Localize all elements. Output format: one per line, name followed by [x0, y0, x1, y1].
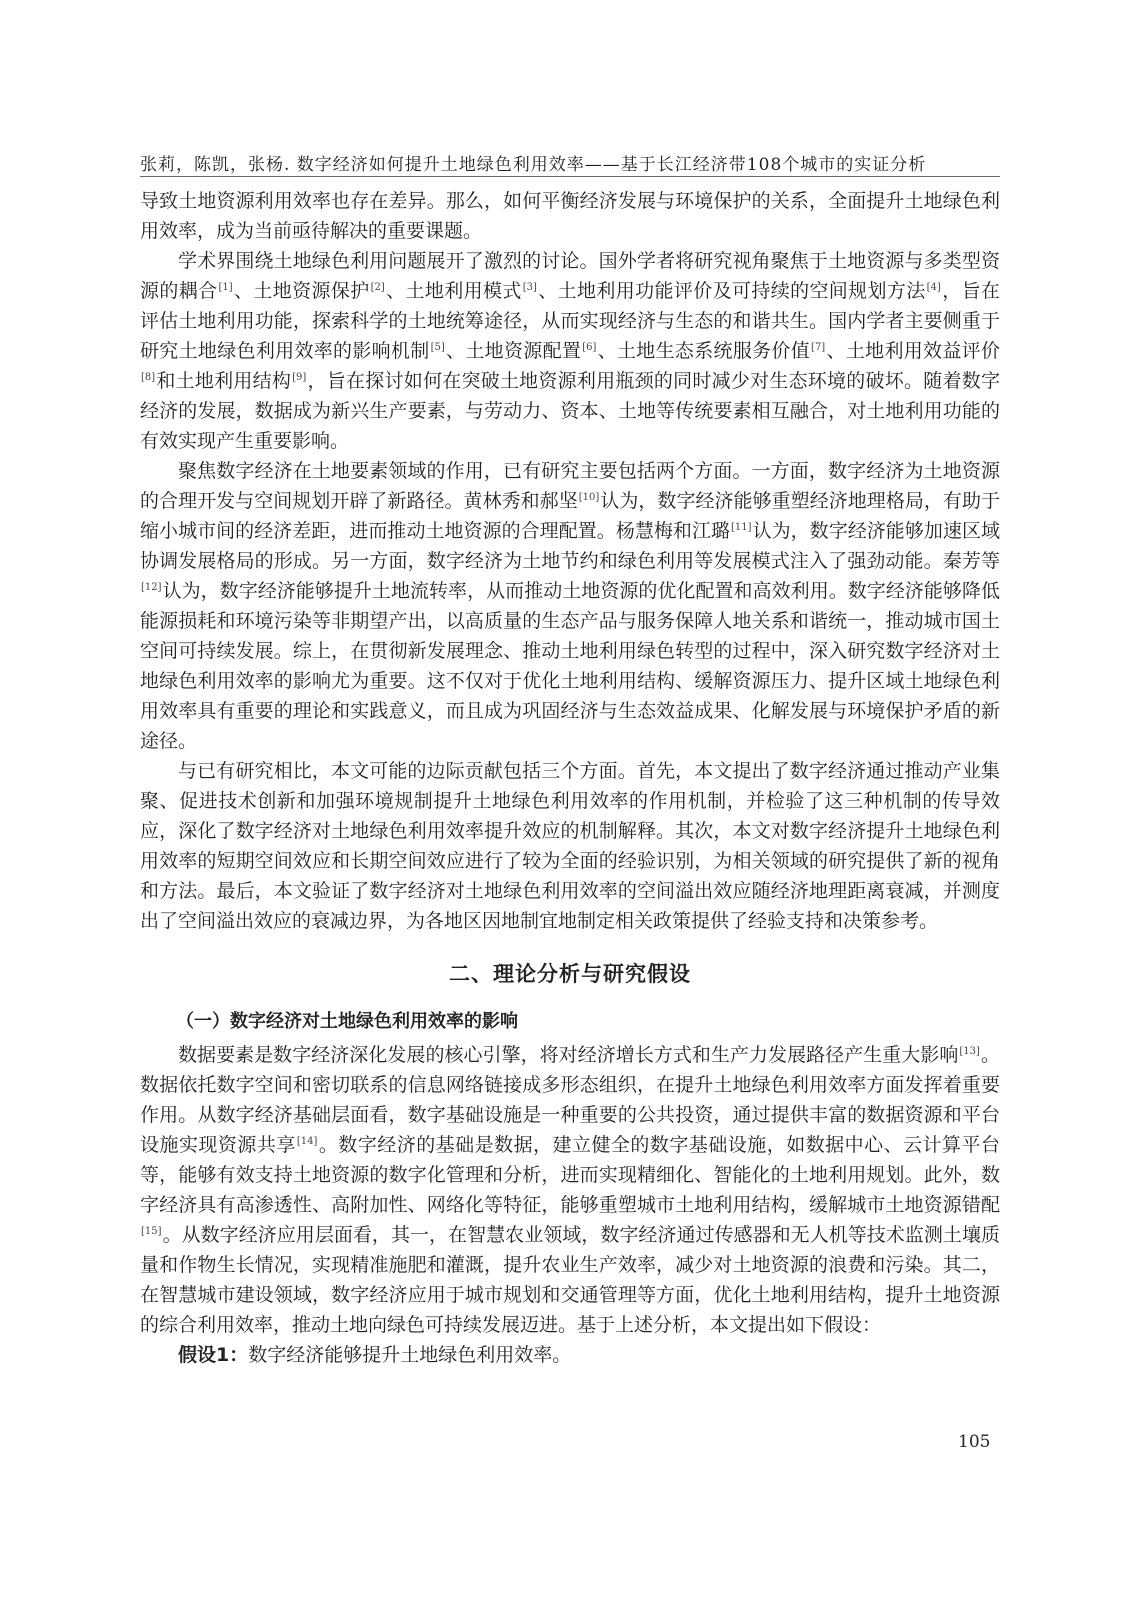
citation-marker: [3] [522, 281, 537, 293]
hypothesis-label: 假设1： [178, 1344, 249, 1366]
paragraph-text: 认为，数字经济能够提升土地流转率，从而推动土地资源的优化配置和高效利用。数字经济能够降低能源损耗和环境污染等非期望产出，以高质量的生态产品与服务保障人地关系和谐统一，推动城市国土空间可持续发展。综上，在贯彻新发展理念、推动土地利用绿色转型的过程中，深入研究数字经济对土地绿色利用效率的影响尤为重要。这不仅对于优化土地利用结构、缓解资源压力、提升区域土地绿色利用效率具有重要的理论和实践意义，而且成为巩固经济与生态效益成果、化解发展与环境保护矛盾的新途径。 [140, 580, 1000, 752]
paragraph-text: 。从数字经济应用层面看，其一，在智慧农业领域，数字经济通过传感器和无人机等技术监测土壤质量和作物生长情况，实现精准施肥和灌溉，提升农业生产效率，减少对土地资源的浪费和污染。其二，在智慧城市建设领域，数字经济应用于城市规划和交通管理等方面，优化土地利用结构，提升土地资源的综合利用效率，推动土地向绿色可持续发展迈进。基于上述分析，本文提出如下假设： [140, 1224, 1000, 1336]
citation-marker: [12] [141, 581, 162, 593]
body-paragraph [140, 186, 1000, 246]
paragraph-text: 、土地生态系统服务价值 [597, 340, 811, 362]
section-title: 二、理论分析与研究假设 [449, 962, 691, 986]
citation-marker: [14] [296, 1135, 318, 1147]
citation-marker: [7] [811, 341, 826, 353]
citation-marker: [5] [430, 341, 445, 353]
citation-marker: [8] [141, 371, 156, 383]
paragraph-text: 。数据依托数字空间和密切联系的信息网络链接成多形态组织，在提升土地绿色利用效率方面发挥着重要作用。从数字经济基础层面看，数字基础设施是一种重要的公共投资，通过提供丰富的数据资源和平台设施实现资源共享 [140, 1044, 1000, 1156]
hypothesis-text: 数字经济能够提升土地绿色利用效率。 [248, 1344, 572, 1366]
citation-marker: [2] [370, 281, 385, 293]
citation-marker: [13] [959, 1045, 980, 1057]
paragraph-text: 导致土地资源利用效率也存在差异。那么，如何平衡经济发展与环境保护的关系，全面提升土地绿色利用效率，成为当前亟待解决的重要课题。 [140, 190, 1000, 242]
page-number: 105 [958, 1432, 991, 1452]
paragraph-text: 认为，数字经济能够加速区域协调发展格局的形成。另一方面，数字经济为土地节约和绿色利用等发展模式注入了强劲动能。秦芳等 [140, 520, 1000, 572]
paragraph-text: ，旨在评估土地利用功能，探索科学的土地统筹途径，从而实现经济与生态的和谐共生。国内学者主要侧重于研究土地绿色利用效率的影响机制 [140, 280, 1000, 362]
paragraph-text: 聚焦数字经济在土地要素领域的作用，已有研究主要包括两个方面。一方面，数字经济为土地资源的合理开发与空间规划开辟了新路径。黄林秀和郝坚 [140, 460, 1000, 512]
paragraph-text: 学术界围绕土地绿色利用问题展开了激烈的讨论。国外学者将研究视角聚焦于土地资源与多类型资源的耦合 [140, 250, 1000, 302]
subsection-title: （一）数字经济对土地绿色利用效率的影响 [176, 1011, 518, 1032]
citation-marker: [4] [926, 281, 941, 293]
body-paragraph [140, 756, 1000, 936]
paragraph-text: 、土地资源配置 [445, 340, 582, 362]
citation-marker: [6] [582, 341, 597, 353]
citation-marker: [9] [292, 371, 307, 383]
paragraph-text: 。数字经济的基础是数据，建立健全的数字基础设施，如数据中心、云计算平台等，能够有效支持土地资源的数字化管理和分析，进而实现精细化、智能化的土地利用规划。此外，数字经济具有高渗透性、高附加性、网络化等特征，能够重塑城市土地利用结构，缓解城市土地资源错配 [140, 1134, 1000, 1216]
paragraph-group-theory [140, 1040, 1000, 1340]
paragraph-group-intro [140, 186, 1000, 936]
hypothesis [140, 1340, 1000, 1370]
body-paragraph [140, 1040, 1000, 1340]
paragraph-text: 、土地利用功能评价及可持续的空间规划方法 [537, 280, 926, 302]
paragraph-text: 和土地利用结构 [156, 370, 292, 392]
header-rule [140, 176, 1000, 177]
paragraph-text: 、土地利用效益评价 [826, 340, 1000, 362]
body-paragraph [140, 456, 1000, 756]
article-body [140, 186, 1000, 1370]
paragraph-text: 、土地利用模式 [385, 280, 522, 302]
body-paragraph [140, 246, 1000, 456]
paragraph-text: 认为，数字经济能够重塑经济地理格局，有助于缩小城市间的经济差距，进而推动土地资源的合理配置。杨慧梅和江璐 [140, 490, 1000, 542]
running-head: 张莉，陈凯，张杨. 数字经济如何提升土地绿色利用效率——基于长江经济带108个城市的实证分析 [140, 155, 927, 175]
citation-marker: [15] [141, 1225, 162, 1237]
citation-marker: [1] [218, 281, 233, 293]
citation-marker: [10] [578, 491, 600, 503]
paragraph-text: 、土地资源保护 [233, 280, 370, 302]
citation-marker: [11] [731, 521, 752, 533]
paragraph-text: ，旨在探讨如何在突破土地资源利用瓶颈的同时减少对生态环境的破坏。随着数字经济的发展，数据成为新兴生产要素，与劳动力、资本、土地等传统要素相互融合，对土地利用功能的有效实现产生重要影响。 [140, 370, 1000, 452]
paragraph-text: 与已有研究相比，本文可能的边际贡献包括三个方面。首先，本文提出了数字经济通过推动产业集聚、促进技术创新和加强环境规制提升土地绿色利用效率的作用机制，并检验了这三种机制的传导效应，深化了数字经济对土地绿色利用效率提升效应的机制解释。其次，本文对数字经济提升土地绿色利用效率的短期空间效应和长期空间效应进行了较为全面的经验识别，为相关领域的研究提供了新的视角和方法。最后，本文验证了数字经济对土地绿色利用效率的空间溢出效应随经济地理距离衰减，并测度出了空间溢出效应的衰减边界，为各地区因地制宜地制定相关政策提供了经验支持和决策参考。 [140, 760, 1000, 932]
paragraph-text: 数据要素是数字经济深化发展的核心引擎，将对经济增长方式和生产力发展路径产生重大影响 [178, 1044, 959, 1066]
